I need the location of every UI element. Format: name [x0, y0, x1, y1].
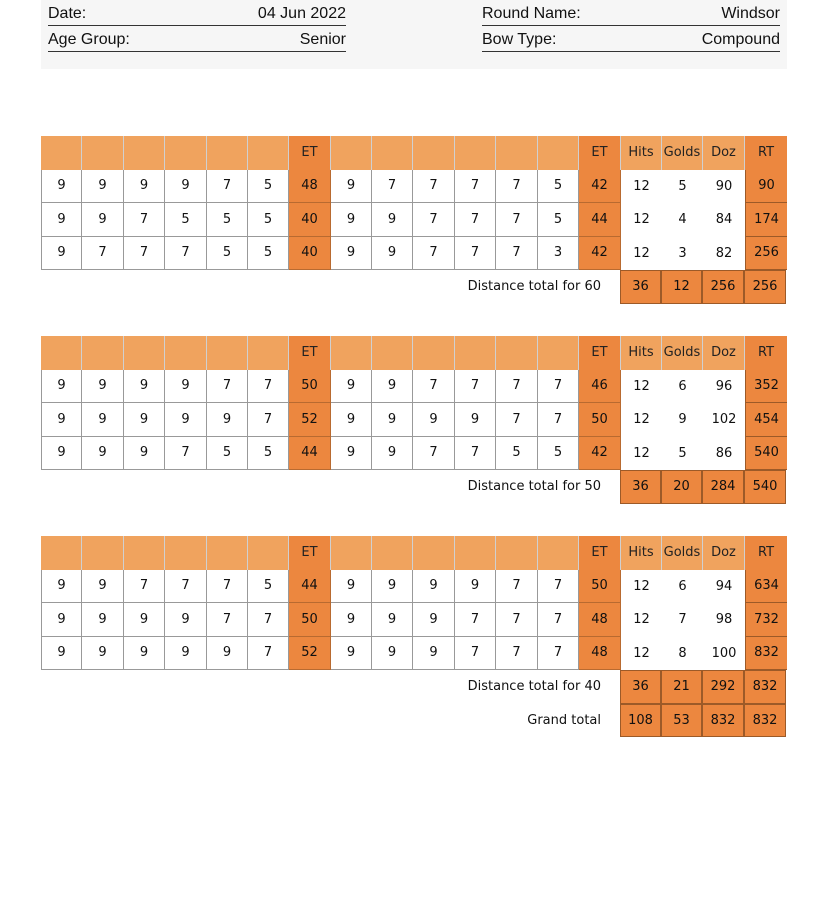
- header-cell: [41, 136, 82, 170]
- arrow-score: 7: [496, 370, 538, 404]
- header-cell: [165, 336, 207, 370]
- total-hits: 36: [620, 670, 661, 704]
- score-row: [41, 437, 787, 471]
- score-row: [41, 237, 787, 271]
- arrow-score: 7: [455, 203, 496, 237]
- score-row: [41, 637, 787, 671]
- running-total: 732: [745, 603, 787, 637]
- arrow-score: 5: [207, 237, 248, 271]
- hits-value: 12: [621, 370, 662, 404]
- arrow-score: 5: [248, 237, 289, 271]
- header-panel: [41, 0, 787, 69]
- header-cell: [538, 536, 579, 570]
- arrow-score: 5: [538, 437, 579, 471]
- grand-total-golds: 53: [661, 704, 702, 738]
- total-hits: 36: [620, 270, 661, 304]
- total-golds: 21: [661, 670, 702, 704]
- arrow-score: 9: [455, 403, 496, 437]
- header-cell: [455, 536, 496, 570]
- header-cell: [496, 336, 538, 370]
- score-row: [41, 603, 787, 637]
- running-total: 454: [745, 403, 787, 437]
- golds-value: 9: [662, 403, 703, 437]
- arrow-score: 9: [82, 170, 124, 204]
- doz-value: 100: [703, 637, 745, 671]
- bow-type-field: [482, 28, 780, 52]
- total-golds: 20: [661, 470, 702, 504]
- end-total: 40: [289, 237, 331, 271]
- header-cell: [165, 536, 207, 570]
- arrow-score: 5: [207, 437, 248, 471]
- hits-value: 12: [621, 437, 662, 471]
- grand-total-label: Grand total: [527, 712, 601, 728]
- arrow-score: 7: [82, 237, 124, 271]
- arrow-score: 9: [331, 403, 372, 437]
- end-total: 48: [579, 637, 621, 671]
- header-cell: [82, 336, 124, 370]
- doz-value: 98: [703, 603, 745, 637]
- arrow-score: 9: [165, 170, 207, 204]
- arrow-score: 7: [165, 570, 207, 604]
- header-cell: [538, 336, 579, 370]
- arrow-score: 7: [538, 603, 579, 637]
- header-cell: [413, 536, 455, 570]
- arrow-score: 7: [496, 403, 538, 437]
- arrow-score: 9: [41, 170, 82, 204]
- arrow-score: 7: [124, 203, 165, 237]
- arrow-score: 7: [538, 570, 579, 604]
- doz-header: Doz: [703, 136, 745, 170]
- arrow-score: 9: [331, 637, 372, 671]
- grand-total-hits: 108: [620, 704, 661, 738]
- end-total: 40: [289, 203, 331, 237]
- arrow-score: 7: [538, 370, 579, 404]
- running-total: 540: [745, 437, 787, 471]
- header-cell: [207, 336, 248, 370]
- arrow-score: 9: [372, 403, 413, 437]
- golds-value: 3: [662, 237, 703, 271]
- arrow-score: 7: [372, 170, 413, 204]
- arrow-score: 7: [496, 203, 538, 237]
- bow-type-label: Bow Type:: [482, 31, 557, 48]
- arrow-score: 9: [165, 637, 207, 671]
- rt-header: RT: [745, 336, 787, 370]
- arrow-score: 7: [538, 403, 579, 437]
- end-total: 50: [579, 403, 621, 437]
- header-cell: [372, 136, 413, 170]
- arrow-score: 5: [538, 203, 579, 237]
- end-total: 52: [289, 403, 331, 437]
- bow-type-value: Compound: [701, 31, 780, 48]
- arrow-score: 9: [41, 603, 82, 637]
- arrow-score: 9: [165, 603, 207, 637]
- header-cell: [248, 336, 289, 370]
- header-cell: [207, 536, 248, 570]
- arrow-score: 9: [41, 370, 82, 404]
- round-name-field: [482, 2, 780, 26]
- golds-value: 5: [662, 170, 703, 204]
- arrow-score: 9: [331, 437, 372, 471]
- arrow-score: 5: [207, 203, 248, 237]
- date-field: [48, 2, 346, 26]
- header-row: [41, 536, 787, 570]
- distance-total-row: [41, 470, 787, 504]
- arrow-score: 9: [331, 370, 372, 404]
- arrow-score: 7: [413, 370, 455, 404]
- arrow-score: 9: [207, 403, 248, 437]
- end-total: 46: [579, 370, 621, 404]
- score-row: [41, 170, 787, 204]
- header-cell: [41, 536, 82, 570]
- arrow-score: 9: [372, 437, 413, 471]
- arrow-score: 9: [413, 603, 455, 637]
- hits-value: 12: [621, 403, 662, 437]
- doz-value: 90: [703, 170, 745, 204]
- end-total: 48: [289, 170, 331, 204]
- round-name-label: Round Name:: [482, 5, 581, 22]
- et-header: ET: [289, 336, 331, 370]
- score-row: [41, 403, 787, 437]
- arrow-score: 9: [124, 370, 165, 404]
- arrow-score: 7: [248, 637, 289, 671]
- et-header: ET: [579, 336, 621, 370]
- arrow-score: 7: [124, 237, 165, 271]
- arrow-score: 9: [124, 603, 165, 637]
- doz-header: Doz: [703, 336, 745, 370]
- arrow-score: 9: [82, 370, 124, 404]
- hits-header: Hits: [621, 336, 662, 370]
- arrow-score: 5: [496, 437, 538, 471]
- header-row: [41, 136, 787, 170]
- total-golds: 12: [661, 270, 702, 304]
- running-total: 352: [745, 370, 787, 404]
- header-cell: [331, 536, 372, 570]
- hits-value: 12: [621, 203, 662, 237]
- arrow-score: 5: [248, 570, 289, 604]
- arrow-score: 7: [207, 570, 248, 604]
- total-rt: 540: [744, 470, 786, 504]
- arrow-score: 7: [165, 237, 207, 271]
- running-total: 832: [745, 637, 787, 671]
- doz-value: 84: [703, 203, 745, 237]
- end-total: 44: [289, 570, 331, 604]
- arrow-score: 5: [165, 203, 207, 237]
- end-total: 52: [289, 637, 331, 671]
- arrow-score: 7: [207, 370, 248, 404]
- arrow-score: 7: [496, 237, 538, 271]
- arrow-score: 7: [455, 437, 496, 471]
- header-cell: [124, 536, 165, 570]
- golds-value: 4: [662, 203, 703, 237]
- round-name-value: Windsor: [721, 5, 780, 22]
- golds-value: 8: [662, 637, 703, 671]
- arrow-score: 7: [413, 170, 455, 204]
- golds-value: 6: [662, 570, 703, 604]
- golds-header: Golds: [662, 136, 703, 170]
- arrow-score: 9: [41, 237, 82, 271]
- header-row: [41, 336, 787, 370]
- header-cell: [82, 536, 124, 570]
- arrow-score: 3: [538, 237, 579, 271]
- header-cell: [538, 136, 579, 170]
- end-total: 44: [579, 203, 621, 237]
- distance-section: [41, 536, 787, 737]
- date-label: Date:: [48, 5, 87, 22]
- arrow-score: 9: [82, 570, 124, 604]
- total-rt: 256: [744, 270, 786, 304]
- age-group-label: Age Group:: [48, 31, 130, 48]
- arrow-score: 9: [413, 570, 455, 604]
- hits-header: Hits: [621, 136, 662, 170]
- arrow-score: 9: [41, 437, 82, 471]
- header-cell: [124, 336, 165, 370]
- score-row: [41, 570, 787, 604]
- arrow-score: 7: [413, 237, 455, 271]
- hits-value: 12: [621, 570, 662, 604]
- hits-value: 12: [621, 237, 662, 271]
- score-row: [41, 370, 787, 404]
- arrow-score: 7: [248, 403, 289, 437]
- rt-header: RT: [745, 536, 787, 570]
- arrow-score: 7: [124, 570, 165, 604]
- arrow-score: 9: [82, 437, 124, 471]
- arrow-score: 5: [248, 203, 289, 237]
- end-total: 44: [289, 437, 331, 471]
- header-cell: [413, 336, 455, 370]
- header-cell: [496, 136, 538, 170]
- distance-total-label: Distance total for 60: [467, 279, 601, 295]
- header-cell: [372, 336, 413, 370]
- header-cell: [82, 136, 124, 170]
- end-total: 50: [289, 603, 331, 637]
- total-doz: 292: [702, 670, 744, 704]
- arrow-score: 7: [413, 203, 455, 237]
- arrow-score: 9: [331, 203, 372, 237]
- arrow-score: 7: [496, 170, 538, 204]
- end-total: 48: [579, 603, 621, 637]
- running-total: 634: [745, 570, 787, 604]
- arrow-score: 7: [455, 370, 496, 404]
- date-value: 04 Jun 2022: [257, 5, 346, 22]
- arrow-score: 9: [124, 403, 165, 437]
- arrow-score: 9: [372, 237, 413, 271]
- distance-section: [41, 336, 787, 504]
- hits-value: 12: [621, 603, 662, 637]
- arrow-score: 9: [82, 637, 124, 671]
- arrow-score: 9: [124, 170, 165, 204]
- arrow-score: 7: [496, 637, 538, 671]
- hits-header: Hits: [621, 536, 662, 570]
- header-cell: [248, 536, 289, 570]
- distance-total-label: Distance total for 50: [467, 479, 601, 495]
- arrow-score: 7: [455, 237, 496, 271]
- arrow-score: 7: [455, 603, 496, 637]
- end-total: 50: [579, 570, 621, 604]
- header-cell: [372, 536, 413, 570]
- arrow-score: 9: [41, 637, 82, 671]
- arrow-score: 5: [538, 170, 579, 204]
- arrow-score: 9: [413, 637, 455, 671]
- header-cell: [455, 136, 496, 170]
- et-header: ET: [579, 536, 621, 570]
- header-cell: [124, 136, 165, 170]
- arrow-score: 9: [41, 403, 82, 437]
- grand-total-row: [41, 704, 787, 738]
- total-doz: 284: [702, 470, 744, 504]
- doz-header: Doz: [703, 536, 745, 570]
- arrow-score: 5: [248, 170, 289, 204]
- end-total: 50: [289, 370, 331, 404]
- doz-value: 86: [703, 437, 745, 471]
- arrow-score: 9: [372, 203, 413, 237]
- header-cell: [207, 136, 248, 170]
- running-total: 256: [745, 237, 787, 271]
- end-total: 42: [579, 237, 621, 271]
- hits-value: 12: [621, 637, 662, 671]
- arrow-score: 9: [124, 637, 165, 671]
- grand-total-doz: 832: [702, 704, 744, 738]
- arrow-score: 7: [496, 570, 538, 604]
- arrow-score: 7: [413, 437, 455, 471]
- arrow-score: 7: [538, 637, 579, 671]
- total-doz: 256: [702, 270, 744, 304]
- arrow-score: 9: [165, 403, 207, 437]
- arrow-score: 9: [372, 570, 413, 604]
- running-total: 174: [745, 203, 787, 237]
- arrow-score: 9: [413, 403, 455, 437]
- doz-value: 82: [703, 237, 745, 271]
- doz-value: 94: [703, 570, 745, 604]
- arrow-score: 9: [372, 637, 413, 671]
- score-row: [41, 203, 787, 237]
- distance-section: [41, 136, 787, 304]
- hits-value: 12: [621, 170, 662, 204]
- arrow-score: 9: [331, 570, 372, 604]
- doz-value: 96: [703, 370, 745, 404]
- age-group-field: [48, 28, 346, 52]
- golds-header: Golds: [662, 536, 703, 570]
- end-total: 42: [579, 437, 621, 471]
- arrow-score: 7: [496, 603, 538, 637]
- arrow-score: 9: [455, 570, 496, 604]
- golds-header: Golds: [662, 336, 703, 370]
- header-cell: [248, 136, 289, 170]
- et-header: ET: [289, 136, 331, 170]
- doz-value: 102: [703, 403, 745, 437]
- header-cell: [496, 536, 538, 570]
- total-hits: 36: [620, 470, 661, 504]
- rt-header: RT: [745, 136, 787, 170]
- arrow-score: 9: [82, 603, 124, 637]
- arrow-score: 9: [124, 437, 165, 471]
- et-header: ET: [289, 536, 331, 570]
- arrow-score: 7: [248, 370, 289, 404]
- distance-total-row: [41, 270, 787, 304]
- arrow-score: 9: [372, 370, 413, 404]
- arrow-score: 9: [82, 403, 124, 437]
- arrow-score: 5: [248, 437, 289, 471]
- et-header: ET: [579, 136, 621, 170]
- arrow-score: 7: [207, 603, 248, 637]
- arrow-score: 7: [165, 437, 207, 471]
- arrow-score: 9: [331, 237, 372, 271]
- header-cell: [413, 136, 455, 170]
- arrow-score: 9: [82, 203, 124, 237]
- age-group-value: Senior: [299, 31, 346, 48]
- arrow-score: 9: [331, 603, 372, 637]
- header-cell: [455, 336, 496, 370]
- arrow-score: 7: [207, 170, 248, 204]
- header-cell: [331, 136, 372, 170]
- arrow-score: 9: [372, 603, 413, 637]
- running-total: 90: [745, 170, 787, 204]
- arrow-score: 9: [41, 203, 82, 237]
- arrow-score: 7: [455, 170, 496, 204]
- arrow-score: 7: [455, 637, 496, 671]
- end-total: 42: [579, 170, 621, 204]
- arrow-score: 9: [41, 570, 82, 604]
- header-cell: [331, 336, 372, 370]
- arrow-score: 9: [165, 370, 207, 404]
- distance-total-row: [41, 670, 787, 704]
- golds-value: 5: [662, 437, 703, 471]
- arrow-score: 7: [248, 603, 289, 637]
- distance-total-label: Distance total for 40: [467, 679, 601, 695]
- total-rt: 832: [744, 670, 786, 704]
- arrow-score: 9: [207, 637, 248, 671]
- arrow-score: 9: [331, 170, 372, 204]
- header-cell: [165, 136, 207, 170]
- golds-value: 7: [662, 603, 703, 637]
- grand-total-rt: 832: [744, 704, 786, 738]
- header-cell: [41, 336, 82, 370]
- golds-value: 6: [662, 370, 703, 404]
